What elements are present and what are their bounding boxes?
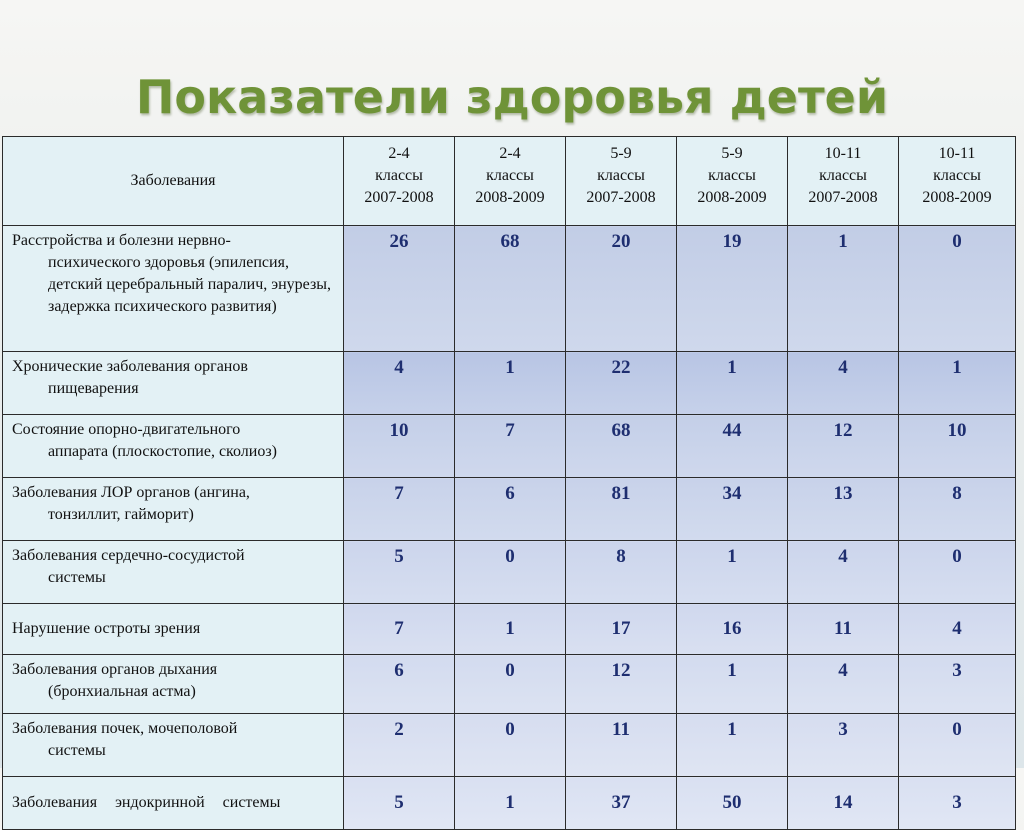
value-cell: 12 [566,655,677,714]
header-grades: 5-9 [721,145,743,162]
value-cell: 68 [566,415,677,478]
disease-line-1: Заболевания органов дыхания [12,661,218,678]
disease-line-1: Состояние опорно-двигательного [12,421,241,438]
disease-line-1: Заболевания эндокринной системы [12,794,281,811]
header-years: 2008-2009 [922,189,992,206]
disease-name [3,604,344,655]
value-cell: 1 [788,226,899,352]
value-cell: 37 [566,777,677,830]
disease-line-1: Заболевания почек, мочеполовой [12,720,238,737]
header-grades: 10-11 [938,145,976,162]
value-cell: 3 [899,777,1016,830]
value-cell: 1 [899,352,1016,415]
value-cell: 1 [455,352,566,415]
value-cell: 50 [677,777,788,830]
value-cell: 34 [677,478,788,541]
value-cell: 81 [566,478,677,541]
value-cell: 1 [455,777,566,830]
value-cell: 44 [677,415,788,478]
disease-line-2: пищеварения [48,380,139,397]
health-table [2,136,1016,830]
header-col-6 [899,137,1016,226]
header-years: 2008-2009 [475,189,545,206]
disease-name [3,415,344,478]
disease-name [3,352,344,415]
header-word: классы [597,167,645,184]
header-word: классы [375,167,423,184]
value-cell: 20 [566,226,677,352]
value-cell: 4 [788,655,899,714]
header-grades: 5-9 [610,145,632,162]
value-cell: 2 [344,714,455,777]
table-row [3,415,1016,478]
header-years: 2007-2008 [586,189,656,206]
value-cell: 0 [899,541,1016,604]
value-cell: 1 [677,655,788,714]
table-row [3,541,1016,604]
header-years: 2007-2008 [808,189,878,206]
value-cell: 5 [344,777,455,830]
value-cell: 4 [788,352,899,415]
value-cell: 0 [455,655,566,714]
header-grades: 10-11 [824,145,862,162]
value-cell: 0 [455,714,566,777]
disease-line-2: аппарата (плоскостопие, сколиоз) [48,443,277,460]
value-cell: 19 [677,226,788,352]
disease-name [3,226,344,352]
disease-line-2: системы [48,569,106,586]
header-years: 2008-2009 [697,189,767,206]
value-cell: 68 [455,226,566,352]
table-row [3,714,1016,777]
disease-name [3,655,344,714]
header-grades: 2-4 [388,145,410,162]
disease-line-2: (бронхиальная астма) [48,683,196,700]
value-cell: 1 [677,541,788,604]
value-cell: 8 [899,478,1016,541]
disease-line-1: Нарушение остроты зрения [12,620,201,637]
disease-line-1: Заболевания сердечно-сосудистой [12,547,245,564]
header-col-4 [677,137,788,226]
value-cell: 3 [899,655,1016,714]
value-cell: 13 [788,478,899,541]
value-cell: 1 [455,604,566,655]
value-cell: 7 [455,415,566,478]
table-row [3,655,1016,714]
value-cell: 12 [788,415,899,478]
header-disease: Заболевания [3,137,344,226]
value-cell: 4 [788,541,899,604]
health-table-container [2,136,1014,830]
disease-name [3,777,344,830]
value-cell: 8 [566,541,677,604]
header-grades: 2-4 [499,145,521,162]
value-cell: 7 [344,478,455,541]
disease-name [3,714,344,777]
header-word: классы [933,167,981,184]
disease-line-1: Расстройства и болезни нервно- [12,232,231,249]
value-cell: 5 [344,541,455,604]
header-col-2 [455,137,566,226]
slide-title: Показатели здоровья детей [135,70,889,124]
disease-line-1: Заболевания ЛОР органов (ангина, [12,484,250,501]
value-cell: 16 [677,604,788,655]
value-cell: 14 [788,777,899,830]
value-cell: 26 [344,226,455,352]
value-cell: 1 [677,352,788,415]
header-word: классы [486,167,534,184]
header-word: классы [819,167,867,184]
disease-name [3,541,344,604]
table-row [3,226,1016,352]
table-row [3,478,1016,541]
value-cell: 4 [899,604,1016,655]
value-cell: 11 [566,714,677,777]
disease-line-2: психического здоровья (эпилепсия, детский церебральный паралич, энурезы, задержка психического развития) [48,254,332,315]
value-cell: 7 [344,604,455,655]
header-row [3,137,1016,226]
header-col-5 [788,137,899,226]
value-cell: 0 [899,226,1016,352]
value-cell: 0 [899,714,1016,777]
table-row [3,777,1016,830]
disease-name [3,478,344,541]
value-cell: 6 [455,478,566,541]
value-cell: 10 [899,415,1016,478]
value-cell: 1 [677,714,788,777]
value-cell: 17 [566,604,677,655]
value-cell: 22 [566,352,677,415]
value-cell: 4 [344,352,455,415]
header-col-3 [566,137,677,226]
value-cell: 0 [455,541,566,604]
table-row [3,352,1016,415]
header-years: 2007-2008 [364,189,434,206]
value-cell: 3 [788,714,899,777]
value-cell: 11 [788,604,899,655]
value-cell: 10 [344,415,455,478]
value-cell: 6 [344,655,455,714]
disease-line-2: тонзиллит, гайморит) [48,506,194,523]
disease-line-2: системы [48,742,106,759]
table-row [3,604,1016,655]
disease-line-1: Хронические заболевания органов [12,358,248,375]
header-col-1 [344,137,455,226]
header-word: классы [708,167,756,184]
